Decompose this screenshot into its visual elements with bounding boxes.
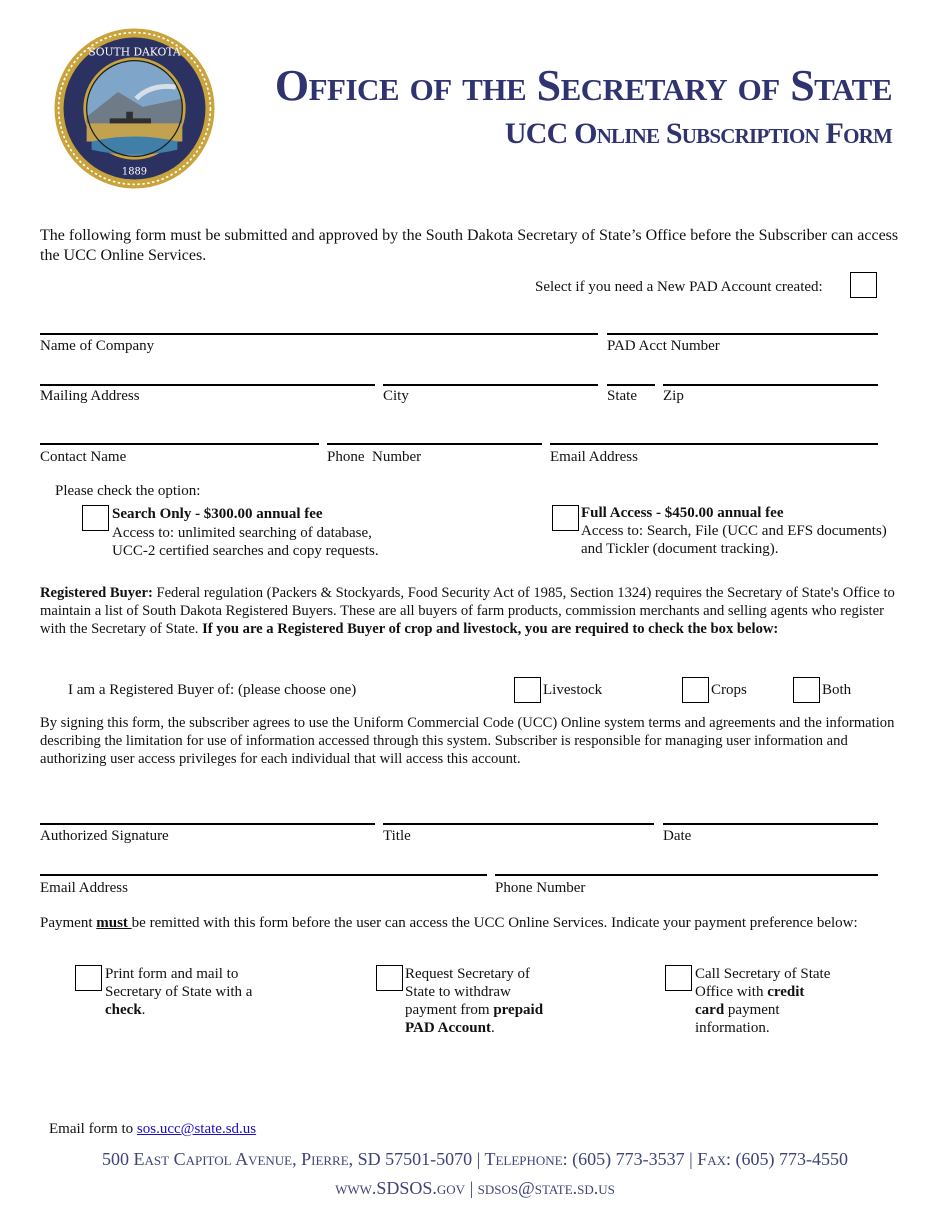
pay-by-card-text: [695, 965, 830, 1037]
intro-text: The following form must be submitted and approved by the South Dakota Secretary of State’s Office before the Subscriber can access the UCC Online Services.: [40, 227, 899, 264]
company-field[interactable]: [40, 333, 598, 335]
mailing-address-label: Mailing Address: [40, 388, 140, 404]
contact-name-label: Contact Name: [40, 449, 127, 465]
pay-by-check-text: [105, 965, 252, 1019]
payment-post: be remitted with this form before the user can access the UCC Online Services. Indicate your payment preference below:: [131, 915, 858, 931]
company-label: Name of Company: [40, 338, 155, 354]
check-line2: Secretary of State with a: [105, 984, 253, 1000]
livestock-checkbox[interactable]: [514, 677, 541, 703]
registered-buyer-text: Federal regulation (Packers & Stockyards, Food Security Act of 1985, Section 1324) requires the Secretary of State's Office to maintain a list of South Dakota Registered Buyers. These are all buyers of farm products, commission merchants and selling agents who register with the Secretary of State.: [40, 585, 895, 637]
signer-phone-field[interactable]: [495, 874, 878, 876]
pad-end: .: [490, 1020, 495, 1036]
title-field[interactable]: [383, 823, 654, 825]
card-line3b: payment: [724, 1002, 780, 1018]
payment-instructions: [40, 915, 858, 932]
pay-by-pad-text: [405, 965, 543, 1037]
south-dakota-seal: [52, 26, 217, 191]
pay-by-check-checkbox[interactable]: [75, 965, 102, 991]
card-line3: [695, 1001, 830, 1019]
footer-web: www.SDSOS.gov | sdsos@state.sd.us: [335, 1178, 615, 1198]
pad-line4: [405, 1019, 543, 1037]
phone-label: Phone Number: [327, 449, 422, 465]
email-field[interactable]: [550, 443, 878, 445]
both-checkbox[interactable]: [793, 677, 820, 703]
pad-select-label: Select if you need a New PAD Account created:: [535, 279, 823, 295]
pad-line3a: payment from: [405, 1002, 494, 1018]
pad-acct-label: PAD Acct Number: [607, 338, 720, 354]
authorized-signature-label: Authorized Signature: [40, 828, 169, 844]
full-access-title: Full Access - $450.00 annual fee: [581, 505, 784, 521]
crops-checkbox[interactable]: [682, 677, 709, 703]
check-line1: Print form and mail to: [105, 966, 239, 982]
city-label: City: [383, 388, 409, 404]
pad-line3: [405, 1001, 543, 1019]
search-only-line2: UCC-2 certified searches and copy requests.: [112, 543, 379, 559]
check-bold: check: [105, 1002, 142, 1018]
agreement-text: By signing this form, the subscriber agrees to use the Uniform Commercial Code (UCC) Online system terms and agreements and the information describing the limitation for use of information accessed through this system. Subscriber is responsible for managing user information and authorizing user access privileges for each individual that will access this account.: [40, 715, 895, 767]
zip-label: Zip: [663, 388, 684, 404]
card-line1: Call Secretary of State: [695, 966, 831, 982]
card-line2: [695, 983, 830, 1001]
payment-pre: Payment: [40, 915, 97, 931]
livestock-label: Livestock: [543, 682, 603, 698]
full-access-line1: Access to: Search, File (UCC and EFS documents): [581, 523, 887, 539]
search-only-line1: Access to: unlimited searching of database,: [112, 525, 372, 541]
check-end: .: [141, 1002, 146, 1018]
check-line3: [105, 1001, 252, 1019]
signer-email-field[interactable]: [40, 874, 487, 876]
contact-name-field[interactable]: [40, 443, 319, 445]
svg-text:1889: 1889: [121, 166, 148, 178]
crops-label: Crops: [711, 682, 747, 698]
footer-address: 500 East Capitol Avenue, Pierre, SD 57501-5070 | Telephone: (605) 773-3537 | Fax: (605) 773-4550: [102, 1149, 848, 1169]
registered-buyer-heading: Registered Buyer:: [40, 585, 153, 601]
email-link[interactable]: sos.ucc@state.sd.us: [136, 1121, 257, 1137]
search-only-title: Search Only - $300.00 annual fee: [112, 506, 323, 522]
pay-by-card-checkbox[interactable]: [665, 965, 692, 991]
pad-acct-field[interactable]: [607, 333, 878, 335]
email-label: Email Address: [550, 449, 638, 465]
city-field[interactable]: [383, 384, 598, 386]
pad-bold1: prepaid: [493, 1002, 544, 1018]
state-field[interactable]: [607, 384, 655, 386]
both-label: Both: [822, 682, 852, 698]
form-title: UCC Online Subscription Form: [504, 117, 892, 150]
date-field[interactable]: [663, 823, 878, 825]
authorized-signature-field[interactable]: [40, 823, 375, 825]
registered-buyer-paragraph: [40, 584, 910, 638]
phone-field[interactable]: [327, 443, 542, 445]
new-pad-account-checkbox[interactable]: [850, 272, 877, 298]
card-bold2: card: [695, 1002, 725, 1018]
pad-line1: Request Secretary of: [405, 966, 530, 982]
title-label: Title: [383, 828, 411, 844]
signer-email-label: Email Address: [40, 880, 128, 896]
svg-text:SOUTH DAKOTA: SOUTH DAKOTA: [88, 45, 181, 59]
card-line2a: Office with: [695, 984, 768, 1000]
pad-line2: State to withdraw: [405, 984, 511, 1000]
date-label: Date: [663, 828, 692, 844]
card-bold1: credit: [767, 984, 805, 1000]
email-prefix: Email form to: [49, 1121, 137, 1137]
buyer-choose-label: I am a Registered Buyer of: (please choose one): [68, 682, 357, 698]
search-only-checkbox[interactable]: [82, 505, 109, 531]
zip-field[interactable]: [663, 384, 878, 386]
pay-by-pad-checkbox[interactable]: [376, 965, 403, 991]
payment-must: must: [96, 915, 132, 931]
office-title: Office of the Secretary of State: [274, 61, 892, 110]
state-label: State: [607, 388, 637, 404]
signer-phone-label: Phone Number: [495, 880, 586, 896]
option-prompt: Please check the option:: [55, 483, 201, 499]
pad-bold2: PAD Account: [405, 1020, 491, 1036]
email-form-line: [49, 1121, 256, 1138]
mailing-address-field[interactable]: [40, 384, 375, 386]
full-access-line2: and Tickler (document tracking).: [581, 541, 779, 557]
card-line4: information.: [695, 1020, 770, 1036]
full-access-checkbox[interactable]: [552, 505, 579, 531]
registered-buyer-emphasis: If you are a Registered Buyer of crop and livestock, you are required to check the box below:: [202, 621, 779, 637]
